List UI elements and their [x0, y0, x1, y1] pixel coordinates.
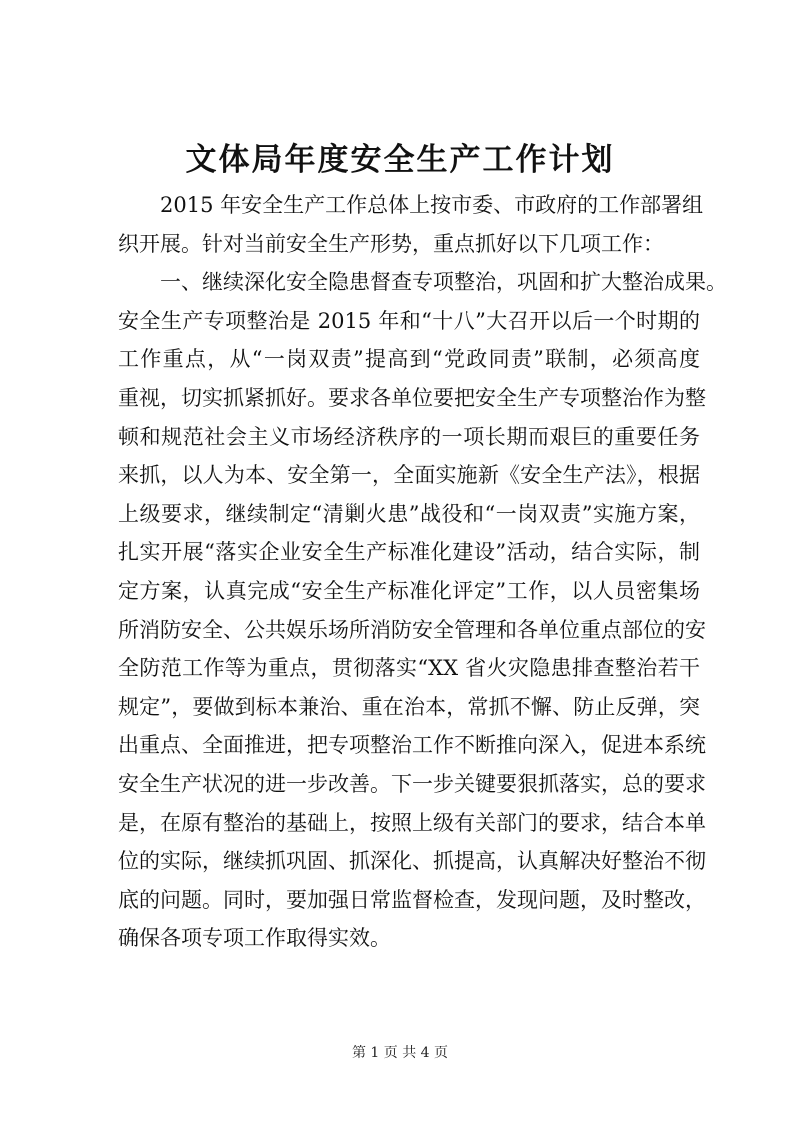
body-line: 顿和规范社会主义市场经济秩序的一项长期而艰巨的重要任务 [118, 424, 700, 449]
body-line: 一、继续深化安全隐患督查专项整治，巩固和扩大整治成果。 [160, 270, 727, 295]
body-line: 定方案，认真完成“安全生产标准化评定”工作，以人员密集场 [118, 578, 700, 603]
body-line: 确保各项专项工作取得实效。 [118, 926, 391, 951]
body-line: 出重点、全面推进，把专项整治工作不断推向深入，促进本系统 [118, 733, 706, 758]
body-line: 安全生产状况的进一步改善。下一步关键要狠抓落实，总的要求 [118, 771, 706, 796]
body-line: 2015 年安全生产工作总体上按市委、市政府的工作部署组 [160, 193, 704, 217]
body-line: 工作重点，从“一岗双责”提高到“党政同责”联制，必须高度 [118, 347, 700, 372]
body-line: 全防范工作等为重点，贯彻落实“XX 省火灾隐患排查整治若干 [118, 656, 700, 681]
body-line: 所消防安全、公共娱乐场所消防安全管理和各单位重点部位的安 [118, 617, 706, 642]
document-body [118, 186, 727, 958]
body-line: 织开展。针对当前安全生产形势，重点抓好以下几项工作： [118, 231, 664, 256]
body-line: 扎实开展“落实企业安全生产标准化建设”活动，结合实际，制 [118, 540, 700, 565]
body-line: 重视，切实抓紧抓好。要求各单位要把安全生产专项整治作为整 [118, 385, 706, 410]
body-line: 底的问题。同时，要加强日常监督检查，发现问题，及时整改， [118, 887, 706, 912]
document-title: 文体局年度安全生产工作计划 [185, 142, 615, 178]
body-line: 上级要求，继续制定“清剿火患”战役和“一岗双责”实施方案， [118, 501, 700, 526]
body-line: 安全生产专项整治是 2015 年和“十八”大召开以后一个时期的 [118, 308, 700, 333]
body-line: 是，在原有整治的基础上，按照上级有关部门的要求，结合本单 [118, 810, 706, 835]
page-number-footer: 第 1 页 共 4 页 [351, 1045, 449, 1061]
body-line: 位的实际，继续抓巩固、抓深化、抓提高，认真解决好整治不彻 [118, 849, 706, 874]
body-line: 规定”，要做到标本兼治、重在治本，常抓不懈、防止反弹，突 [118, 694, 700, 719]
body-line: 来抓，以人为本、安全第一，全面实施新《安全生产法》，根据 [118, 463, 700, 488]
